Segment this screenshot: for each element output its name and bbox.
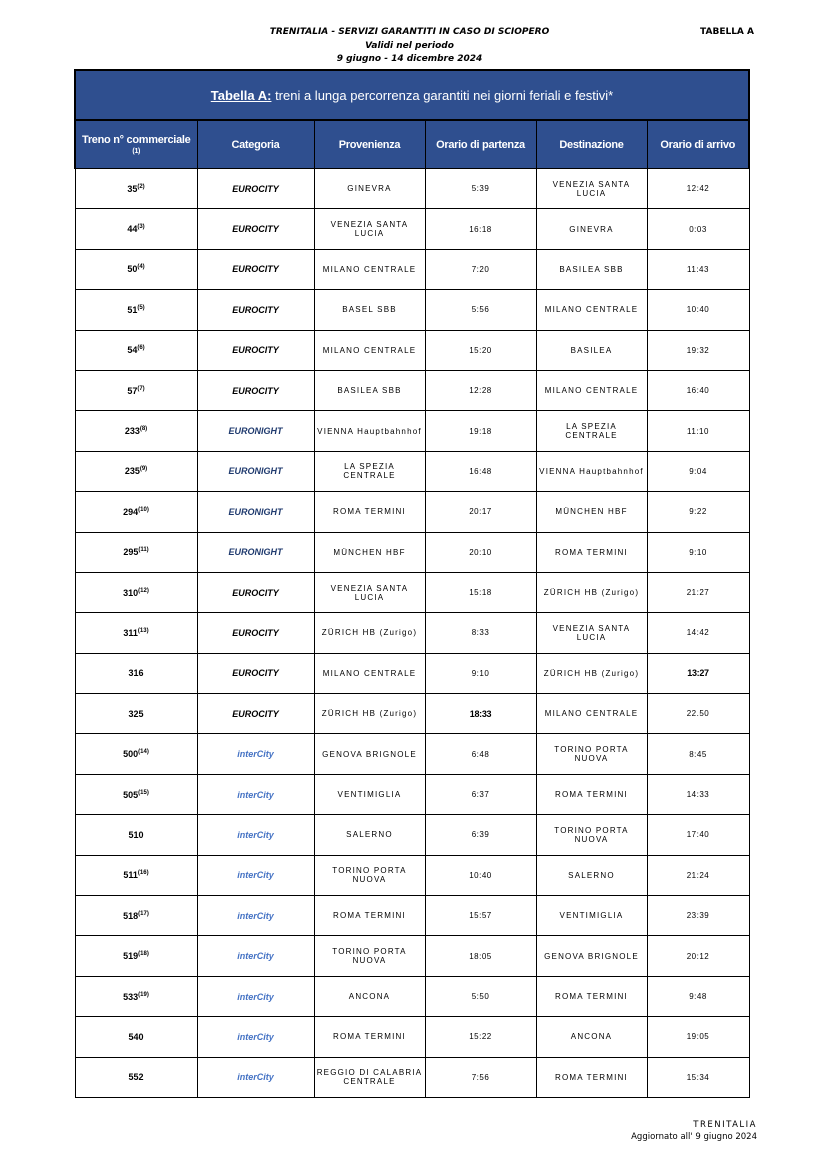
col-header-partenza: Orario di partenza	[425, 120, 536, 169]
train-number	[75, 613, 197, 653]
destination: VENTIMIGLIA	[536, 896, 647, 936]
train-number	[75, 855, 197, 895]
col-header-arrivo: Orario di arrivo	[647, 120, 749, 169]
arrival-time: 11:10	[647, 411, 749, 451]
departure-time: 6:39	[425, 815, 536, 855]
origin: TORINO PORTA NUOVA	[314, 936, 425, 976]
table-row	[75, 694, 749, 734]
table-row	[75, 734, 749, 774]
destination: BASILEA	[536, 330, 647, 370]
arrival-time: 14:42	[647, 613, 749, 653]
train-number	[75, 492, 197, 532]
header-period: 9 giugno - 14 dicembre 2024	[336, 54, 483, 64]
departure-time: 12:28	[425, 370, 536, 410]
arrival-time: 17:40	[647, 815, 749, 855]
train-category: EUROCITY	[197, 209, 314, 249]
table-row	[75, 815, 749, 855]
train-note: (11)	[138, 547, 149, 554]
destination: ROMA TERMINI	[536, 774, 647, 814]
arrival-time: 21:27	[647, 572, 749, 612]
origin: MÜNCHEN HBF	[314, 532, 425, 572]
departure-time: 5:50	[425, 976, 536, 1016]
origin: MILANO CENTRALE	[314, 249, 425, 289]
train-number-value: 510	[128, 829, 144, 840]
departure-time: 8:33	[425, 613, 536, 653]
col-header-treno-label: Treno n° commerciale	[82, 134, 191, 146]
departure-time: 15:22	[425, 1017, 536, 1057]
train-number	[75, 936, 197, 976]
table-row	[75, 532, 749, 572]
table-row	[75, 330, 749, 370]
arrival-time: 9:48	[647, 976, 749, 1016]
document-footer	[631, 1119, 757, 1143]
train-category: EUROCITY	[197, 653, 314, 693]
train-number	[75, 1017, 197, 1057]
header-subtitle: Validi nel periodo	[365, 40, 454, 51]
table-row	[75, 1017, 749, 1057]
train-number	[75, 976, 197, 1016]
origin: VIENNA Hauptbahnhof	[314, 411, 425, 451]
arrival-time: 21:24	[647, 855, 749, 895]
origin: GENOVA BRIGNOLE	[314, 734, 425, 774]
table-row	[75, 209, 749, 249]
table-row	[75, 572, 749, 612]
departure-time: 16:18	[425, 209, 536, 249]
footer-brand: TRENITALIA	[693, 1120, 757, 1130]
train-number	[75, 572, 197, 612]
table-row	[75, 1057, 749, 1097]
train-number-value: 325	[128, 708, 144, 719]
train-category: interCity	[197, 855, 314, 895]
train-number	[75, 774, 197, 814]
destination: VIENNA Hauptbahnhof	[536, 451, 647, 491]
origin: GINEVRA	[314, 169, 425, 209]
train-number	[75, 330, 197, 370]
origin: ANCONA	[314, 976, 425, 1016]
arrival-time: 19:32	[647, 330, 749, 370]
train-note: (19)	[138, 991, 149, 998]
origin: MILANO CENTRALE	[314, 330, 425, 370]
train-number-value: 54	[127, 345, 138, 356]
table-row	[75, 411, 749, 451]
train-number-value: 235	[124, 466, 140, 477]
destination: LA SPEZIA CENTRALE	[536, 411, 647, 451]
col-header-treno-note: (1)	[132, 148, 141, 155]
arrival-time: 13:27	[647, 653, 749, 693]
train-note: (9)	[139, 466, 148, 473]
arrival-time: 10:40	[647, 290, 749, 330]
train-category: interCity	[197, 815, 314, 855]
arrival-time: 9:04	[647, 451, 749, 491]
departure-time: 15:57	[425, 896, 536, 936]
train-number	[75, 734, 197, 774]
arrival-time: 14:33	[647, 774, 749, 814]
train-number	[75, 896, 197, 936]
train-note: (13)	[137, 627, 149, 634]
departure-time: 9:10	[425, 653, 536, 693]
col-header-destinazione: Destinazione	[536, 120, 647, 169]
table-row	[75, 492, 749, 532]
departure-time: 20:10	[425, 532, 536, 572]
arrival-time: 0:03	[647, 209, 749, 249]
train-note: (18)	[138, 951, 149, 958]
destination: ROMA TERMINI	[536, 1057, 647, 1097]
table-reference: TABELLA A	[700, 27, 754, 37]
train-note: (12)	[138, 587, 149, 594]
departure-time: 7:56	[425, 1057, 536, 1097]
departure-time: 10:40	[425, 855, 536, 895]
table-title-row	[75, 70, 749, 120]
train-number	[75, 249, 197, 289]
departure-time: 5:39	[425, 169, 536, 209]
arrival-time: 19:05	[647, 1017, 749, 1057]
destination: VENEZIA SANTA LUCIA	[536, 169, 647, 209]
train-category: EUROCITY	[197, 613, 314, 653]
origin: ROMA TERMINI	[314, 492, 425, 532]
destination: ROMA TERMINI	[536, 532, 647, 572]
train-number	[75, 451, 197, 491]
train-category: interCity	[197, 1057, 314, 1097]
train-note: (10)	[138, 506, 149, 513]
col-header-treno	[75, 120, 197, 169]
table-row	[75, 290, 749, 330]
origin: VENEZIA SANTA LUCIA	[314, 209, 425, 249]
origin: SALERNO	[314, 815, 425, 855]
train-number	[75, 209, 197, 249]
train-number-value: 511	[123, 870, 138, 881]
train-category: EUROCITY	[197, 370, 314, 410]
origin: ZÜRICH HB (Zurigo)	[314, 694, 425, 734]
table-row	[75, 976, 749, 1016]
train-number	[75, 370, 197, 410]
destination: BASILEA SBB	[536, 249, 647, 289]
arrival-time: 22.50	[647, 694, 749, 734]
train-category: interCity	[197, 1017, 314, 1057]
arrival-time: 12:42	[647, 169, 749, 209]
train-number-value: 311	[123, 627, 138, 638]
destination: MILANO CENTRALE	[536, 694, 647, 734]
train-note: (16)	[137, 870, 149, 877]
arrival-time: 20:12	[647, 936, 749, 976]
train-number-value: 533	[123, 991, 139, 1002]
train-category: EUROCITY	[197, 249, 314, 289]
table-title-text: treni a lunga percorrenza garantiti nei giorni feriali e festivi*	[271, 87, 614, 103]
table-row	[75, 774, 749, 814]
train-number-value: 500	[123, 749, 139, 760]
train-category: EURONIGHT	[197, 532, 314, 572]
train-note: (3)	[137, 224, 145, 231]
table-row	[75, 451, 749, 491]
origin: BASEL SBB	[314, 290, 425, 330]
destination: TORINO PORTA NUOVA	[536, 815, 647, 855]
destination: TORINO PORTA NUOVA	[536, 734, 647, 774]
train-number-value: 505	[123, 789, 139, 800]
header-title: TRENITALIA - SERVIZI GARANTITI IN CASO DI SCIOPERO	[269, 27, 550, 37]
origin: TORINO PORTA NUOVA	[314, 855, 425, 895]
train-note: (2)	[137, 183, 145, 190]
table-row	[75, 249, 749, 289]
origin: BASILEA SBB	[314, 370, 425, 410]
train-number-value: 51	[127, 304, 138, 315]
table-row	[75, 169, 749, 209]
origin: LA SPEZIA CENTRALE	[314, 451, 425, 491]
destination: SALERNO	[536, 855, 647, 895]
train-number-value: 316	[128, 668, 144, 679]
train-note: (4)	[137, 264, 145, 271]
train-number	[75, 169, 197, 209]
train-number-value: 295	[123, 547, 139, 558]
train-category: EURONIGHT	[197, 411, 314, 451]
train-number	[75, 1057, 197, 1097]
destination: ZÜRICH HB (Zurigo)	[536, 653, 647, 693]
train-number	[75, 411, 197, 451]
arrival-time: 23:39	[647, 896, 749, 936]
train-note: (5)	[137, 304, 145, 311]
train-category: EUROCITY	[197, 694, 314, 734]
table-row	[75, 896, 749, 936]
departure-time: 7:20	[425, 249, 536, 289]
train-number-value: 294	[123, 506, 139, 517]
departure-time: 18:05	[425, 936, 536, 976]
train-note: (17)	[138, 910, 149, 917]
train-note: (7)	[137, 385, 145, 392]
train-note: (8)	[139, 426, 148, 433]
table-row	[75, 370, 749, 410]
departure-time: 5:56	[425, 290, 536, 330]
arrival-time: 11:43	[647, 249, 749, 289]
origin: ZÜRICH HB (Zurigo)	[314, 613, 425, 653]
destination: ROMA TERMINI	[536, 976, 647, 1016]
train-number	[75, 694, 197, 734]
destination: GINEVRA	[536, 209, 647, 249]
train-number-value: 519	[123, 951, 139, 962]
train-category: EUROCITY	[197, 290, 314, 330]
train-category: interCity	[197, 774, 314, 814]
table-row	[75, 936, 749, 976]
train-number-value: 35	[127, 183, 138, 194]
origin: ROMA TERMINI	[314, 896, 425, 936]
table-title-label: Tabella A:	[210, 87, 272, 103]
col-header-provenienza: Provenienza	[314, 120, 425, 169]
train-category: interCity	[197, 976, 314, 1016]
departure-time: 19:18	[425, 411, 536, 451]
table-row	[75, 653, 749, 693]
train-number-value: 518	[123, 910, 139, 921]
departure-time: 15:20	[425, 330, 536, 370]
train-note: (15)	[138, 789, 149, 796]
departure-time: 15:18	[425, 572, 536, 612]
train-number	[75, 653, 197, 693]
arrival-time: 9:10	[647, 532, 749, 572]
arrival-time: 8:45	[647, 734, 749, 774]
destination: MÜNCHEN HBF	[536, 492, 647, 532]
destination: ZÜRICH HB (Zurigo)	[536, 572, 647, 612]
trains-table	[74, 69, 750, 1098]
arrival-time: 9:22	[647, 492, 749, 532]
table-row	[75, 855, 749, 895]
train-category: interCity	[197, 734, 314, 774]
train-number	[75, 290, 197, 330]
train-category: EURONIGHT	[197, 451, 314, 491]
train-category: EUROCITY	[197, 330, 314, 370]
train-number-value: 540	[128, 1031, 144, 1042]
train-category: EUROCITY	[197, 572, 314, 612]
origin: VENEZIA SANTA LUCIA	[314, 572, 425, 612]
departure-time: 20:17	[425, 492, 536, 532]
destination: MILANO CENTRALE	[536, 370, 647, 410]
origin: VENTIMIGLIA	[314, 774, 425, 814]
table-row	[75, 613, 749, 653]
document-header	[0, 26, 819, 67]
train-number-value: 233	[124, 426, 140, 437]
train-category: interCity	[197, 896, 314, 936]
destination: MILANO CENTRALE	[536, 290, 647, 330]
train-number	[75, 815, 197, 855]
destination: GENOVA BRIGNOLE	[536, 936, 647, 976]
departure-time: 6:48	[425, 734, 536, 774]
footer-updated: Aggiornato all' 9 giugno 2024	[631, 1132, 757, 1142]
col-header-categoria: Categoria	[197, 120, 314, 169]
table-title	[75, 70, 749, 120]
origin: MILANO CENTRALE	[314, 653, 425, 693]
train-number-value: 50	[127, 264, 138, 275]
train-number-value: 552	[128, 1072, 144, 1083]
arrival-time: 15:34	[647, 1057, 749, 1097]
train-number-value: 310	[123, 587, 139, 598]
train-number	[75, 532, 197, 572]
train-category: EUROCITY	[197, 169, 314, 209]
departure-time: 6:37	[425, 774, 536, 814]
origin: REGGIO DI CALABRIA CENTRALE	[314, 1057, 425, 1097]
train-category: interCity	[197, 936, 314, 976]
train-note: (6)	[137, 345, 145, 352]
table-header-row	[75, 120, 749, 169]
destination: VENEZIA SANTA LUCIA	[536, 613, 647, 653]
train-note: (14)	[138, 749, 149, 756]
departure-time: 18:33	[425, 694, 536, 734]
train-category: EURONIGHT	[197, 492, 314, 532]
origin: ROMA TERMINI	[314, 1017, 425, 1057]
train-number-value: 44	[127, 224, 138, 235]
departure-time: 16:48	[425, 451, 536, 491]
destination: ANCONA	[536, 1017, 647, 1057]
train-number-value: 57	[127, 385, 138, 396]
arrival-time: 16:40	[647, 370, 749, 410]
